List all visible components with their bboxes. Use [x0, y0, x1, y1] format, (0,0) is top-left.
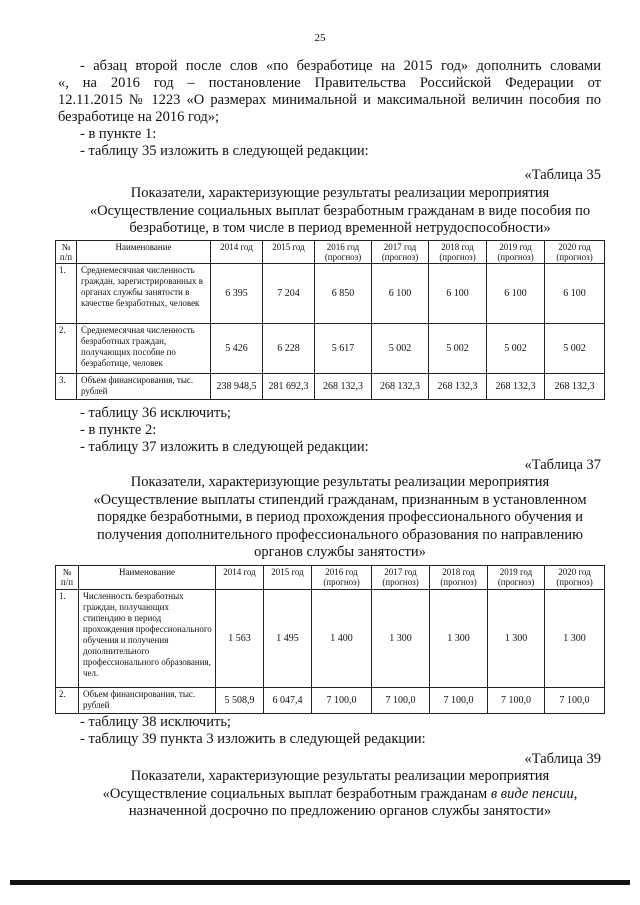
row-name: Среднемесячная численность безработных граждан, получающих пособие по безработице, человек	[77, 324, 211, 374]
column-header: 2018 год (прогноз)	[430, 566, 488, 590]
column-header: 2014 год	[211, 241, 263, 264]
table37-title-line: Показатели, характеризующие результаты реализации мероприятия	[130, 474, 550, 490]
intro-line-3: 12.11.2015 № 1223 «О размерах минимальной и максимальной величин пособия по	[58, 92, 601, 108]
table35	[55, 240, 605, 400]
table35-header-row	[56, 241, 605, 264]
column-header: 2018 год (прогноз)	[429, 241, 487, 264]
middle-line-3: - таблицу 37 изложить в следующей редакции:	[80, 439, 369, 455]
middle-line-2: - в пункте 2:	[80, 422, 157, 438]
cell-value: 1 563	[216, 590, 264, 688]
row-name: Численность безработных граждан, получающих стипендию в период прохождения профессионального обучения и получения дополнительного профессионального образования, чел.	[79, 590, 216, 688]
cell-value: 268 132,3	[545, 374, 605, 400]
cell-value: 1 300	[372, 590, 430, 688]
table-row	[56, 590, 605, 688]
cell-value: 5 002	[372, 324, 429, 374]
table39-title-text: «Осуществление социальных выплат безработным гражданам	[102, 785, 491, 802]
cell-value: 6 100	[545, 264, 605, 324]
cell-value: 5 508,9	[216, 688, 264, 714]
ending-line-2: - таблицу 39 пункта 3 изложить в следующей редакции:	[80, 731, 426, 747]
table37-title	[60, 474, 620, 562]
cell-value: 5 002	[429, 324, 487, 374]
row-name: Среднемесячная численность граждан, зарегистрированных в органах службы занятости в качестве безработных, человек	[77, 264, 211, 324]
column-header: 2019 год (прогноз)	[487, 241, 545, 264]
cell-value: 1 495	[264, 590, 312, 688]
cell-value: 6 047,4	[264, 688, 312, 714]
column-header: 2020 год (прогноз)	[545, 241, 605, 264]
cell-value: 7 204	[263, 264, 315, 324]
cell-value: 7 100,0	[312, 688, 372, 714]
column-header: Наименование	[79, 566, 216, 590]
intro-line-4: безработице на 2016 год»;	[58, 109, 220, 125]
intro-line-5: - в пункте 1:	[80, 126, 157, 142]
cell-value: 5 426	[211, 324, 263, 374]
table39-title-line: назначенной досрочно по предложению органов службы занятости»	[128, 803, 552, 819]
cell-value: 268 132,3	[487, 374, 545, 400]
table-row	[56, 374, 605, 400]
cell-value: 6 100	[429, 264, 487, 324]
table37	[55, 565, 605, 714]
cell-value: 1 300	[488, 590, 545, 688]
row-name: Объем финансирования, тыс. рублей	[77, 374, 211, 400]
table39-caption: «Таблица 39	[524, 751, 601, 767]
cell-value: 6 395	[211, 264, 263, 324]
cell-value: 238 948,5	[211, 374, 263, 400]
intro-line-2: «, на 2016 год – постановление Правительства Российской Федерации от	[58, 75, 601, 91]
cell-value: 7 100,0	[545, 688, 605, 714]
table39-title-italic: в виде пенсии,	[490, 785, 578, 802]
table35-title-line: «Осуществление социальных выплат безработным гражданам в виде пособия по	[89, 202, 591, 219]
cell-value: 1 300	[545, 590, 605, 688]
cell-value: 7 100,0	[488, 688, 545, 714]
intro-line-6: - таблицу 35 изложить в следующей редакции:	[80, 143, 369, 159]
table35-caption: «Таблица 35	[524, 167, 601, 183]
middle-line-1: - таблицу 36 исключить;	[80, 405, 231, 421]
cell-value: 6 850	[315, 264, 372, 324]
column-header: 2017 год (прогноз)	[372, 241, 429, 264]
table37-title-line: порядке безработными, в период прохождения профессионального обучения и	[97, 509, 583, 525]
row-number: 1.	[56, 264, 77, 324]
column-header: № п/п	[56, 566, 79, 590]
cell-value: 6 100	[372, 264, 429, 324]
row-number: 3.	[56, 374, 77, 400]
page-bottom-border	[10, 880, 630, 885]
cell-value: 6 100	[487, 264, 545, 324]
row-number: 2.	[56, 324, 77, 374]
cell-value: 1 300	[430, 590, 488, 688]
row-number: 1.	[56, 590, 79, 688]
cell-value: 281 692,3	[263, 374, 315, 400]
table35-title-line: безработице, в том числе в период временной нетрудоспособности»	[129, 220, 551, 236]
column-header: 2020 год (прогноз)	[545, 566, 605, 590]
table39-title-line	[60, 786, 620, 804]
table39-title	[60, 768, 620, 821]
table37-header-row	[56, 566, 605, 590]
table-row	[56, 264, 605, 324]
column-header: 2017 год (прогноз)	[372, 566, 430, 590]
intro-line-1: - абзац второй после слов «по безработице на 2015 год» дополнить словами	[80, 58, 601, 74]
table-row	[56, 324, 605, 374]
column-header: Наименование	[77, 241, 211, 264]
cell-value: 268 132,3	[315, 374, 372, 400]
ending-line-1: - таблицу 38 исключить;	[80, 714, 231, 730]
cell-value: 268 132,3	[429, 374, 487, 400]
table37-title-line: получения дополнительного профессионального образования по направлению	[97, 526, 583, 543]
row-name: Объем финансирования, тыс. рублей	[79, 688, 216, 714]
cell-value: 5 002	[545, 324, 605, 374]
cell-value: 5 617	[315, 324, 372, 374]
cell-value: 5 002	[487, 324, 545, 374]
column-header: 2015 год	[263, 241, 315, 264]
cell-value: 268 132,3	[372, 374, 429, 400]
column-header: 2015 год	[264, 566, 312, 590]
row-number: 2.	[56, 688, 79, 714]
column-header: № п/п	[56, 241, 77, 264]
column-header: 2016 год (прогноз)	[312, 566, 372, 590]
page-number: 25	[314, 32, 326, 44]
table35-title-line: Показатели, характеризующие результаты реализации мероприятия	[130, 185, 550, 201]
cell-value: 7 100,0	[372, 688, 430, 714]
column-header: 2014 год	[216, 566, 264, 590]
table37-title-line: «Осуществление выплаты стипендий гражданам, признанным в установленном	[93, 491, 587, 508]
table37-caption: «Таблица 37	[524, 457, 601, 473]
table37-title-line: органов службы занятости»	[254, 544, 426, 560]
column-header: 2019 год (прогноз)	[488, 566, 545, 590]
cell-value: 6 228	[263, 324, 315, 374]
cell-value: 1 400	[312, 590, 372, 688]
column-header: 2016 год (прогноз)	[315, 241, 372, 264]
table35-title	[60, 185, 620, 238]
table-row	[56, 688, 605, 714]
table39-title-line: Показатели, характеризующие результаты реализации мероприятия	[130, 768, 550, 784]
cell-value: 7 100,0	[430, 688, 488, 714]
